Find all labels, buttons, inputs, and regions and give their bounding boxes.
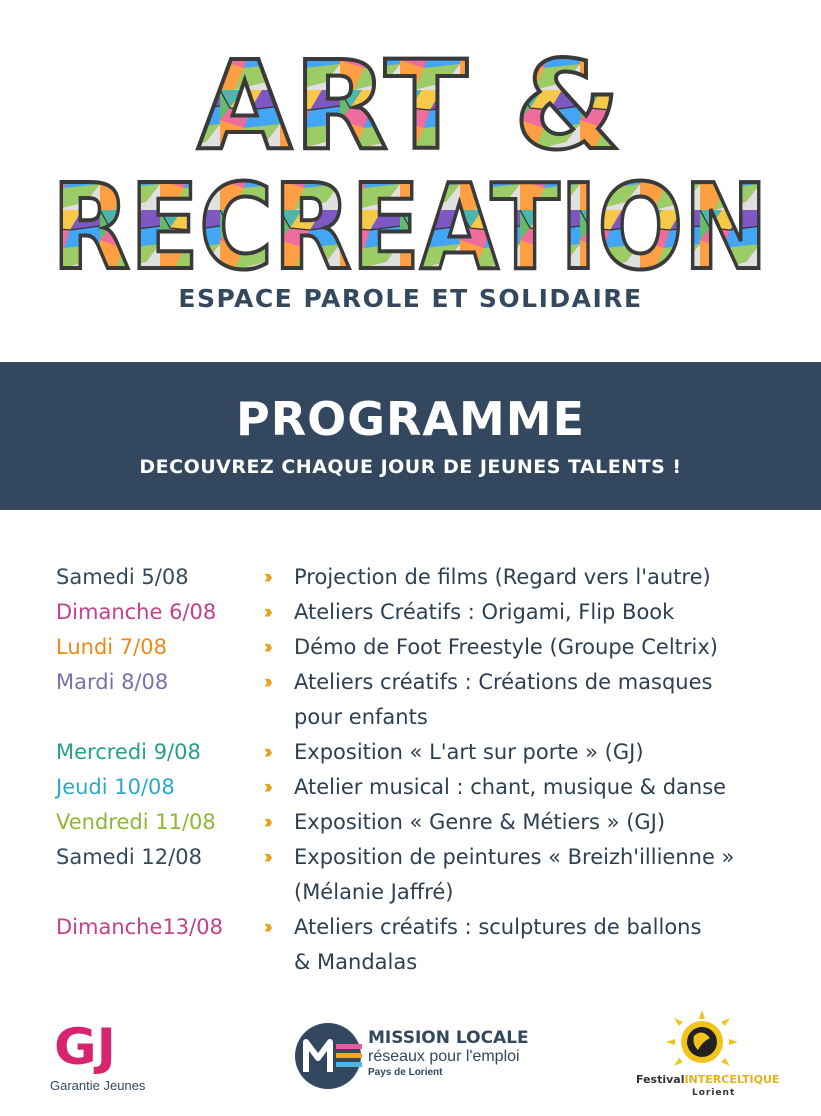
garantie-jeunes-logo — [40, 1012, 160, 1102]
ml-title: MISSION LOCALE — [368, 1028, 529, 1048]
row-line: Ateliers créatifs : Créations de masques — [294, 670, 713, 694]
double-chevron-right-icon: ›› — [264, 742, 269, 763]
sun-emblem-icon — [632, 1008, 782, 1074]
festival-interceltique-logo — [632, 1008, 782, 1108]
row-day: Samedi 12/08 — [56, 845, 202, 869]
fil-festival: Festival — [636, 1073, 685, 1086]
row-day: Dimanche13/08 — [56, 915, 223, 939]
row-description — [294, 735, 796, 770]
row-day: Vendredi 11/08 — [56, 810, 216, 834]
programme-row — [56, 595, 796, 630]
row-day: Mardi 8/08 — [56, 670, 169, 694]
double-chevron-right-icon: ›› — [264, 777, 269, 798]
fil-location: Lorient — [692, 1088, 736, 1098]
row-line: Ateliers créatifs : sculptures de ballons — [294, 915, 702, 939]
row-day: Mercredi 9/08 — [56, 740, 201, 764]
ml-subtitle: réseaux pour l'emploi — [368, 1048, 520, 1065]
row-line: Exposition « L'art sur porte » (GJ) — [294, 740, 644, 764]
double-chevron-right-icon: ›› — [264, 917, 269, 938]
programme-row — [56, 770, 796, 805]
title-line-1: ART & — [197, 35, 623, 177]
row-day: Jeudi 10/08 — [56, 775, 175, 799]
gj-letters: GJ — [54, 1018, 116, 1076]
row-line: Démo de Foot Freestyle (Groupe Celtrix) — [294, 635, 718, 659]
row-line: & Mandalas — [294, 950, 418, 974]
row-description — [294, 840, 796, 910]
programme-row — [56, 805, 796, 840]
row-line: Exposition de peintures « Breizh'illienne » — [294, 845, 735, 869]
row-line: (Mélanie Jaffré) — [294, 880, 454, 904]
programme-row — [56, 840, 796, 910]
event-subtitle: ESPACE PAROLE ET SOLIDAIRE — [178, 284, 643, 313]
programme-row — [56, 735, 796, 770]
row-day: Samedi 5/08 — [56, 565, 189, 589]
programme-row — [56, 630, 796, 665]
gj-label: Garantie Jeunes — [50, 1078, 146, 1093]
programme-banner — [0, 362, 821, 510]
programme-row — [56, 910, 796, 980]
row-description — [294, 630, 796, 665]
row-line: Atelier musical : chant, musique & danse — [294, 775, 727, 799]
double-chevron-right-icon: ›› — [264, 812, 269, 833]
ml-emblem-icon — [292, 1020, 368, 1090]
row-description — [294, 805, 796, 840]
row-line: Ateliers Créatifs : Origami, Flip Book — [294, 600, 675, 624]
title-line-2: RECREATION — [52, 158, 768, 280]
double-chevron-right-icon: ›› — [264, 672, 269, 693]
row-line: Exposition « Genre & Métiers » (GJ) — [294, 810, 666, 834]
row-line: Projection de films (Regard vers l'autre) — [294, 565, 711, 589]
programme-list — [56, 560, 796, 980]
row-description — [294, 770, 796, 805]
fil-interceltique: INTERCELTIQUE — [684, 1073, 780, 1086]
gj-mark-icon — [40, 1012, 160, 1078]
row-description — [294, 560, 796, 595]
row-description — [294, 595, 796, 630]
row-description — [294, 910, 796, 980]
double-chevron-right-icon: ›› — [264, 567, 269, 588]
banner-subtitle: DECOUVREZ CHAQUE JOUR DE JEUNES TALENTS ! — [139, 456, 682, 478]
ml-location: Pays de Lorient — [368, 1067, 443, 1078]
programme-row — [56, 665, 796, 735]
double-chevron-right-icon: ›› — [264, 637, 269, 658]
banner-title: PROGRAMME — [236, 392, 585, 446]
programme-row — [56, 560, 796, 595]
row-day: Dimanche 6/08 — [56, 600, 217, 624]
art-recreation-logo — [40, 30, 780, 280]
row-day: Lundi 7/08 — [56, 635, 167, 659]
double-chevron-right-icon: ›› — [264, 847, 269, 868]
row-description — [294, 665, 796, 735]
double-chevron-right-icon: ›› — [264, 602, 269, 623]
fil-name — [636, 1073, 779, 1086]
mission-locale-logo — [292, 1020, 542, 1090]
row-line: pour enfants — [294, 705, 428, 729]
